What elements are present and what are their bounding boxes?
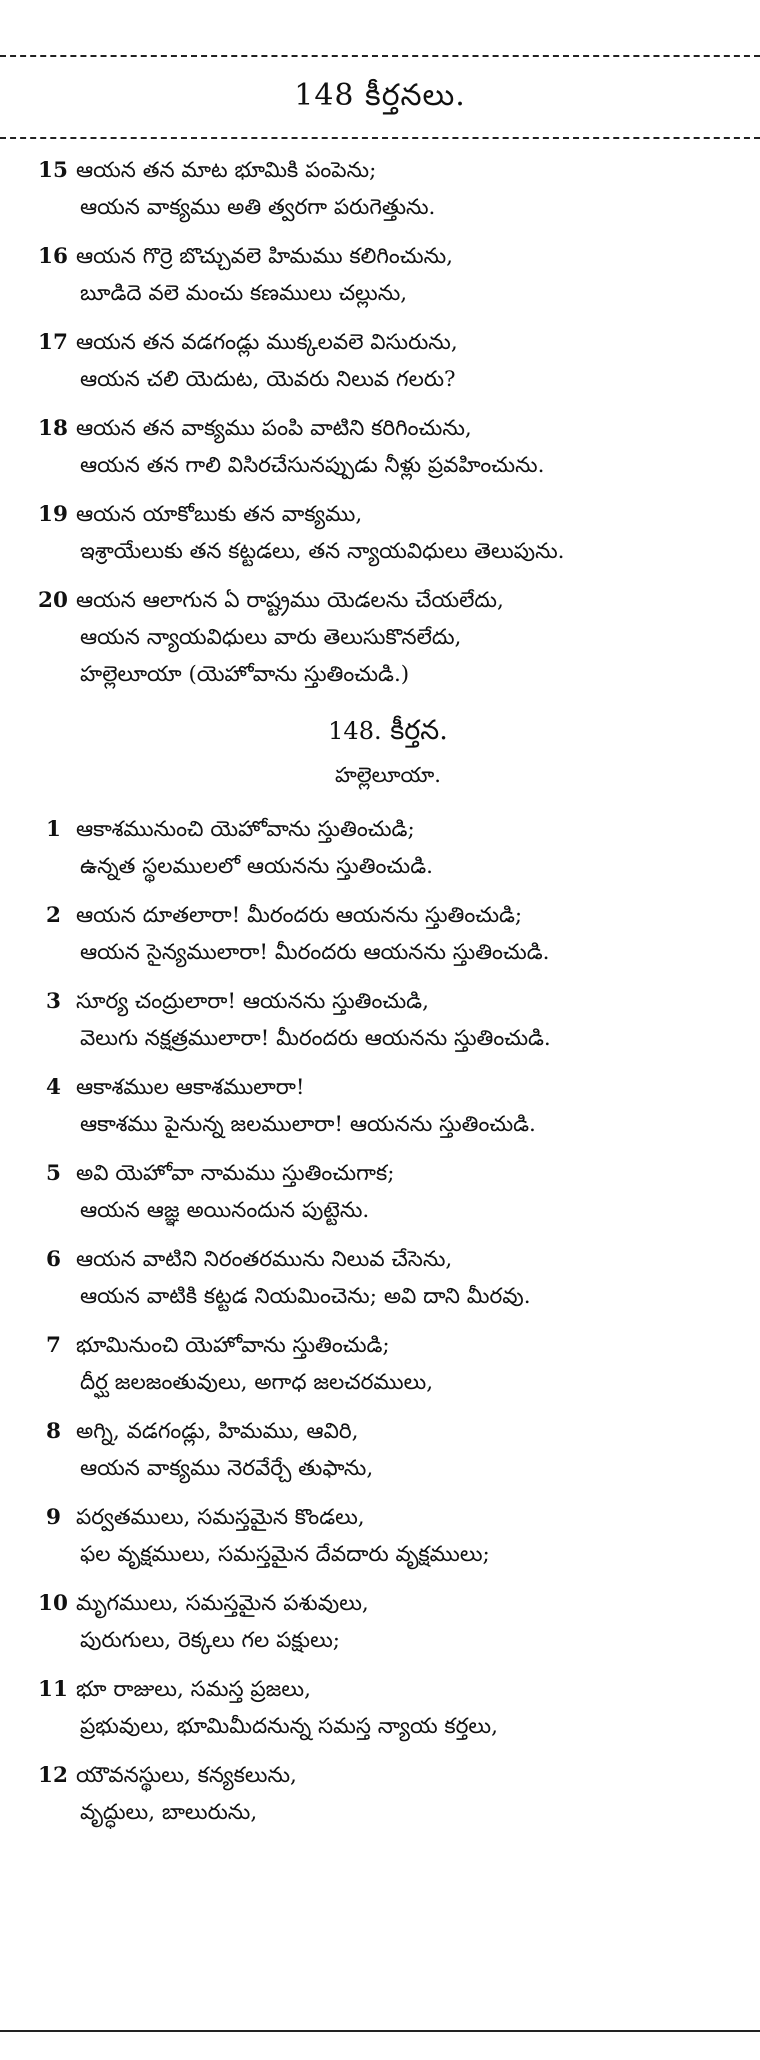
verse-number: 19 [38,502,68,527]
verse-number: 4 [46,1075,61,1100]
verse-text: ఆకాశముల ఆకాశములారా! [76,1075,305,1100]
bottom-rule [0,2030,760,2032]
verse-text: అగ్ని, వడగండ్లు, హిమము, ఆవిరి, [76,1419,359,1444]
verse [38,238,738,312]
header-chapter-number: 148 [294,78,355,113]
verse-number: 5 [46,1161,61,1186]
verse-number: 9 [46,1505,61,1530]
verse-line [38,1499,738,1536]
verse-line [38,1192,738,1229]
verse-line [38,152,738,189]
verse [38,1671,738,1745]
verse-text: ఇశ్రాయేలుకు తన కట్టడలు, తన న్యాయవిధులు తెలుపును. [80,539,565,564]
verse-number: 10 [38,1591,68,1616]
top-rule [0,55,760,57]
verse-text: భూ రాజులు, సమస్త ప్రజలు, [76,1677,311,1702]
psalm-number: 148. [328,717,382,745]
verse-text: ప్రభువులు, భూమిమీదనున్న సమస్త న్యాయ కర్తలు, [80,1714,498,1739]
verse [38,324,738,398]
verse-number: 12 [38,1763,68,1788]
verse [38,582,738,693]
verse-text: ఆయన ఆజ్ఞ అయినందున పుట్టెను. [80,1198,370,1223]
verse [38,1241,738,1315]
verse-text: ఆయన దూతలారా! మీరందరు ఆయనను స్తుతించుడి; [76,903,523,928]
verse-line [38,656,738,693]
verse-line [38,1671,738,1708]
verse-line [38,533,738,570]
verse-line [38,619,738,656]
text-column [38,152,738,1843]
verse-text: ఆయన న్యాయవిధులు వారు తెలుసుకొనలేదు, [80,625,462,650]
verse-line [38,1757,738,1794]
verse [38,1155,738,1229]
verse-line [38,1364,738,1401]
verse-text: ఆకాశమునుంచి యెహోవాను స్తుతించుడి; [76,817,415,842]
verse-line [38,1327,738,1364]
verse-text: సూర్య చంద్రులారా! ఆయనను స్తుతించుడి, [76,989,429,1014]
psalm-heading [38,715,738,753]
verse-text: దీర్ఘ జలజంతువులు, అగాధ జలచరములు, [80,1370,434,1395]
verse-number: 17 [38,330,68,355]
verse-number: 7 [46,1333,61,1358]
verse [38,152,738,226]
verse-line [38,1536,738,1573]
verse-line [38,1241,738,1278]
verse-text: ఆయన తన గాలి విసిరచేసునప్పుడు నీళ్లు ప్రవహించును. [80,453,545,478]
verse-number: 16 [38,244,68,269]
verse-text: యౌవనస్థులు, కన్యకలును, [76,1763,297,1788]
verse-text: మృగములు, సమస్తమైన పశువులు, [76,1591,369,1616]
verse-line [38,1794,738,1831]
verse-number: 3 [46,989,61,1014]
verse-line [38,1106,738,1143]
verse-line [38,1069,738,1106]
verse-text: ఆయన ఆలాగున ఏ రాష్ట్రము యెడలను చేయలేదు, [76,588,504,613]
verse-text: ఆకాశము పైనున్న జలములారా! ఆయనను స్తుతించుడి. [80,1112,536,1137]
running-header [0,78,760,120]
verse-line [38,1585,738,1622]
psalm-148-verses [38,811,738,1831]
psalm-subtitle: హల్లెలూయా. [335,763,441,787]
verse-line [38,447,738,484]
verse-text: ఆయన చలి యెదుట, యెవరు నిలువ గలరు? [80,367,456,392]
verse-line [38,1622,738,1659]
verse [38,811,738,885]
verse-line [38,1413,738,1450]
verse-line [38,934,738,971]
verse [38,1327,738,1401]
verse-number: 18 [38,416,68,441]
verse-text: ఉన్నత స్థలములలో ఆయనను స్తుతించుడి. [80,854,433,879]
verse-text: ఆయన వాక్యము నెరవేర్చే తుఫాను, [80,1456,374,1481]
verse [38,1069,738,1143]
verse-text: అవి యెహోవా నామము స్తుతించుగాక; [76,1161,395,1186]
verse-number: 15 [38,158,68,183]
verse-text: ఆయన యాకోబుకు తన వాక్యము, [76,502,363,527]
verse [38,1757,738,1831]
verse-number: 11 [38,1677,68,1702]
verse-number: 6 [46,1247,61,1272]
verse-line [38,1278,738,1315]
verse [38,1585,738,1659]
verse-line [38,897,738,934]
verse-line [38,275,738,312]
verse-line [38,1020,738,1057]
verse-line [38,848,738,885]
verse-number: 20 [38,588,68,613]
verse-text: ఆయన తన వడగండ్లు ముక్కలవలె విసురును, [76,330,458,355]
verse-number: 2 [46,903,61,928]
verse [38,1413,738,1487]
verse-text: ఆయన తన మాట భూమికి పంపెను; [76,158,377,183]
verse-number: 8 [46,1419,61,1444]
verse-line [38,189,738,226]
verse-line [38,582,738,619]
verse-text: ఫల వృక్షములు, సమస్తమైన దేవదారు వృక్షములు; [80,1542,490,1567]
psalm-label: కీర్తన. [390,715,448,746]
verse-text: భూమినుంచి యెహోవాను స్తుతించుడి; [76,1333,390,1358]
verse-line [38,983,738,1020]
verse-line [38,361,738,398]
header-rule [0,137,760,139]
verse-text: హల్లెలూయా (యెహోవాను స్తుతించుడి.) [80,662,410,687]
verse [38,410,738,484]
verse-text: వృద్ధులు, బాలురును, [80,1800,258,1825]
verse [38,496,738,570]
verse-text: బూడిదె వలె మంచు కణములు చల్లును, [80,281,408,306]
verse [38,897,738,971]
verse-text: ఆయన వాక్యము అతి త్వరగా పరుగెత్తును. [80,195,436,220]
verse-text: ఆయన వాటిని నిరంతరమును నిలువ చేసెను, [76,1247,453,1272]
verse-text: ఆయన గొర్రె బొచ్చువలె హిమము కలిగించును, [76,244,453,269]
verse-line [38,1708,738,1745]
verse [38,983,738,1057]
previous-psalm-verses [38,152,738,693]
verse-text: పర్వతములు, సమస్తమైన కొండలు, [76,1505,365,1530]
verse-text: వెలుగు నక్షత్రములారా! మీరందరు ఆయనను స్తుతించుడి. [80,1026,551,1051]
verse-line [38,1155,738,1192]
verse-text: ఆయన తన వాక్యము పంపి వాటిని కరిగించును, [76,416,472,441]
verse-text: పురుగులు, రెక్కలు గల పక్షులు; [80,1628,341,1653]
verse-line [38,410,738,447]
verse [38,1499,738,1573]
verse-number: 1 [46,817,61,842]
header-title: కీర్తనలు. [365,78,466,113]
verse-line [38,811,738,848]
verse-line [38,238,738,275]
verse-line [38,324,738,361]
verse-line [38,1450,738,1487]
verse-text: ఆయన వాటికి కట్టడ నియమించెను; అవి దాని మీరవు. [80,1284,531,1309]
verse-text: ఆయన సైన్యములారా! మీరందరు ఆయనను స్తుతించుడి. [80,940,550,965]
verse-line [38,496,738,533]
